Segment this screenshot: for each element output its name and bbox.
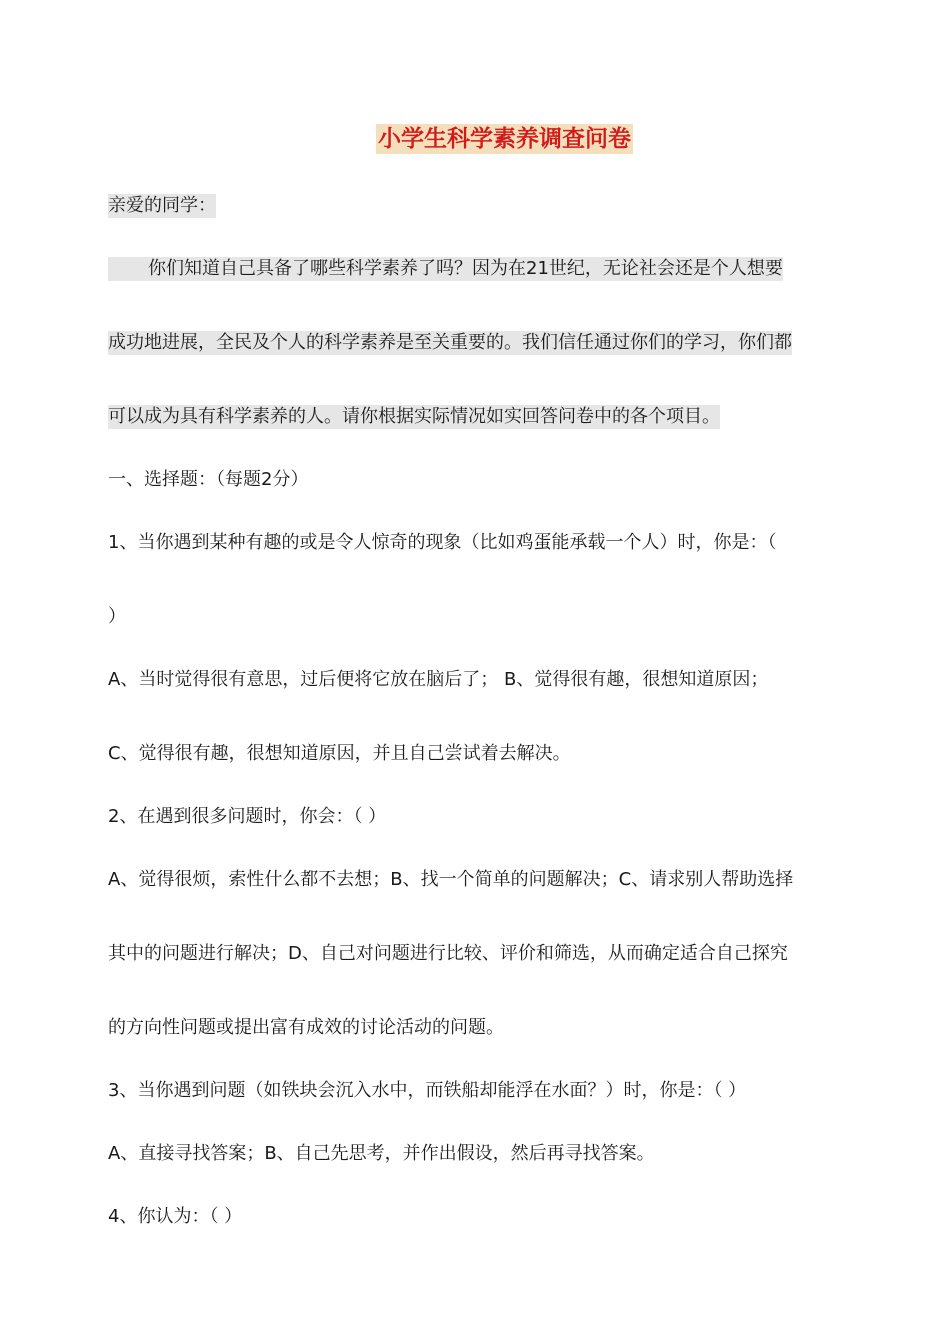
question-3: 3、当你遇到问题（如铁块会沉入水中，而铁船却能浮在水面？）时，你是：（ ）: [108, 1080, 747, 1101]
question-1: 1、当你遇到某种有趣的或是令人惊奇的现象（比如鸡蛋能承载一个人）时，你是：（: [108, 532, 777, 553]
question-2: 2、在遇到很多问题时，你会：（ ）: [108, 806, 387, 827]
question-2-options-end: 的方向性问题或提出富有成效的讨论活动的问题。: [108, 1017, 504, 1038]
greeting: 亲爱的同学：: [108, 195, 216, 216]
question-1-options-cont: C、觉得很有趣，很想知道原因，并且自己尝试着去解决。: [108, 743, 571, 764]
section-heading: 一、选择题：（每题2分）: [108, 469, 309, 490]
question-2-options-cont: 其中的问题进行解决；D、自己对问题进行比较、评价和筛选，从而确定适合自己探究: [108, 943, 788, 964]
intro-line-3: 可以成为具有科学素养的人。请你根据实际情况如实回答问卷中的各个项目。: [108, 406, 720, 427]
question-4: 4、你认为：（ ）: [108, 1206, 243, 1227]
intro-line-2: 成功地进展，全民及个人的科学素养是至关重要的。我们信任通过你们的学习，你们都: [108, 332, 792, 353]
question-3-options: A、直接寻找答案；B、自己先思考，并作出假设，然后再寻找答案。: [108, 1143, 655, 1164]
intro-line-1: 你们知道自己具备了哪些科学素养了吗？因为在21世纪，无论社会还是个人想要: [108, 257, 783, 281]
question-2-options: A、觉得很烦，索性什么都不去想；B、找一个简单的问题解决；C、请求别人帮助选择: [108, 869, 794, 890]
question-1-options: A、当时觉得很有意思，过后便将它放在脑后了； B、觉得很有趣，很想知道原因；: [108, 669, 769, 690]
document-title: 小学生科学素养调查问卷: [378, 126, 631, 152]
question-1-blank: ）: [108, 606, 126, 627]
